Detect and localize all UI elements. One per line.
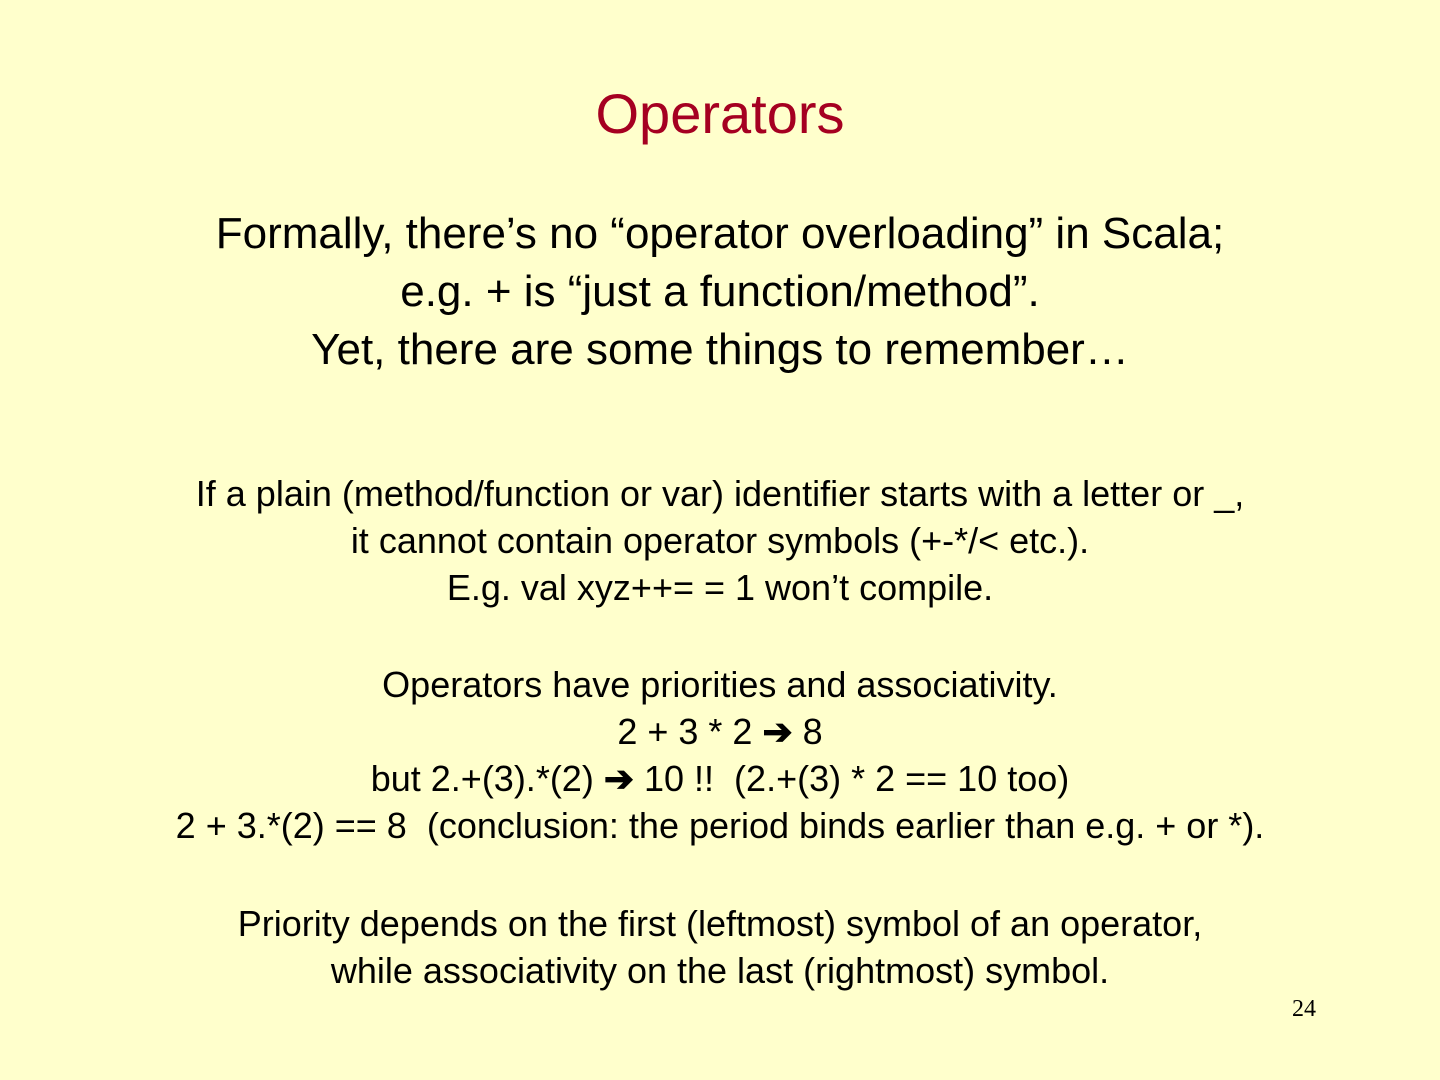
example-result: 10 !! (2.+(3) * 2 == 10 too) [634,758,1070,799]
example-expression: 2 + 3 * 2 [617,711,763,752]
body-line: 2 + 3.*(2) == 8 (conclusion: the period binds earlier than e.g. + or *). [175,805,1265,846]
example-line [0,755,1440,802]
right-arrow-icon: ➔ [762,711,793,752]
right-arrow-icon: ➔ [603,758,634,799]
intro-text [0,205,1440,379]
slide-title: Operators [595,82,845,145]
intro-line: Yet, there are some things to remember… [311,325,1129,374]
identifier-rules-paragraph [0,470,1440,611]
body-line: If a plain (method/function or var) identifier starts with a letter or _, [195,473,1245,514]
body-line: while associativity on the last (rightmost) symbol. [330,950,1110,991]
example-expression: but 2.+(3).*(2) [370,758,604,799]
intro-line: Formally, there’s no “operator overloading” in Scala; [215,209,1225,258]
intro-line: e.g. + is “just a function/method”. [400,267,1040,316]
example-result: 8 [792,711,823,752]
priority-paragraph [0,661,1440,849]
body-line: Priority depends on the first (leftmost) symbol of an operator, [237,903,1203,944]
page-number: 24 [1292,996,1316,1022]
associativity-paragraph [0,900,1440,994]
body-line: E.g. val xyz++= = 1 won’t compile. [446,567,994,608]
body-line: it cannot contain operator symbols (+-*/< etc.). [350,520,1090,561]
example-line [0,708,1440,755]
body-line: Operators have priorities and associativity. [382,664,1058,705]
